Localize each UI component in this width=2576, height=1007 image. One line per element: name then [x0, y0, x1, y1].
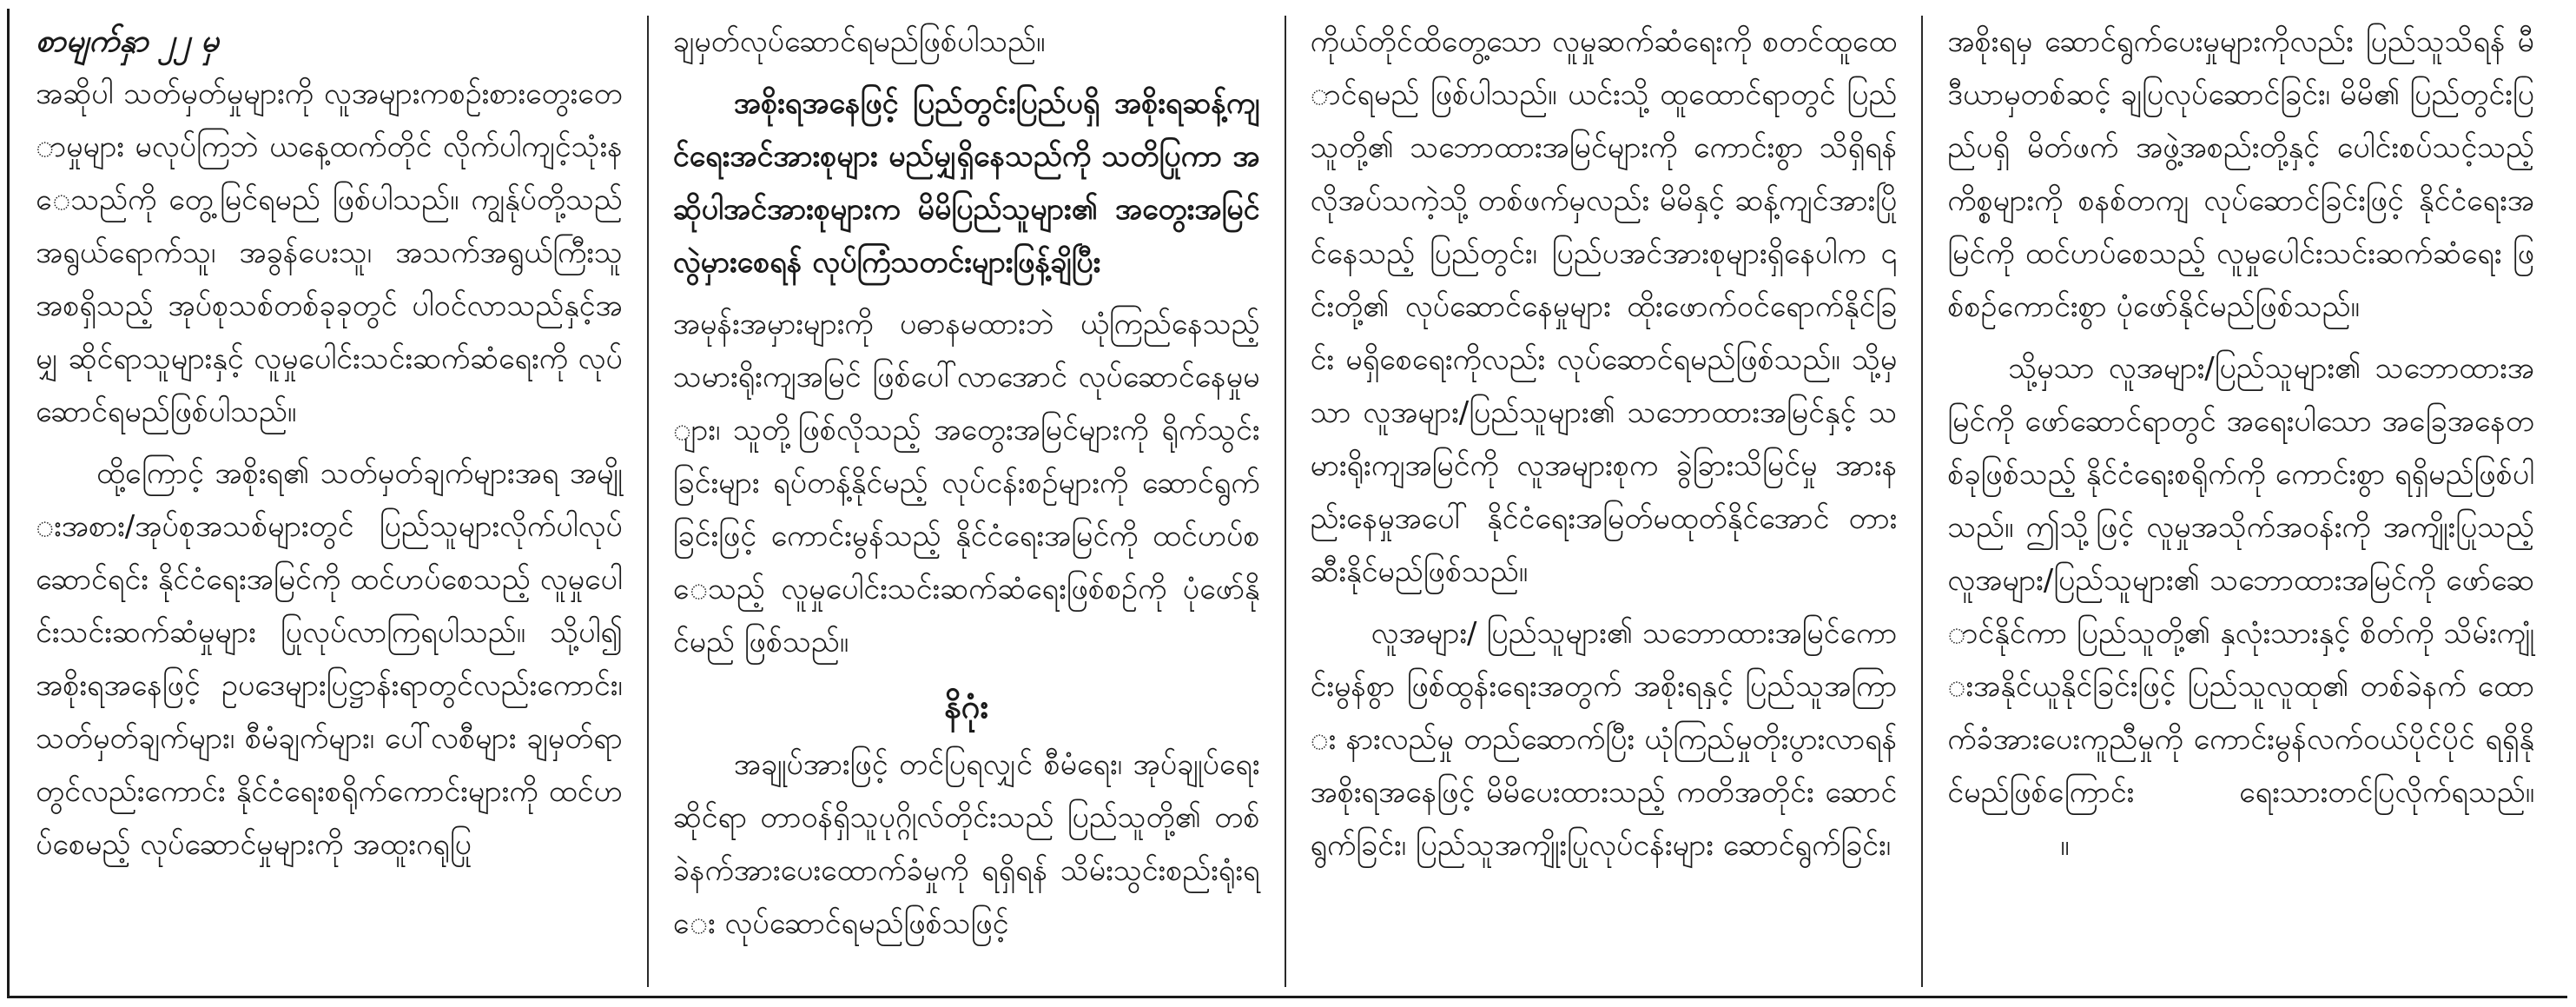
paragraph-text: ထို့ကြောင့် အစိုးရ၏ သတ်မှတ်ချက်များအရ အမျိုးအစား/အုပ်စုအသစ်များတွင် ပြည်သူများလိုက်ပါလုပ်ဆောင်ရင်း နိုင်ငံရေးအမြင်ကို ထင်ဟပ်စေသည့် လူမှုပေါင်းသင်းဆက်ဆံမှုများ ပြုလုပ်လာကြရပါသည်။ သို့ပါ၍ အစိုးရအနေဖြင့် ဥပဒေများပြဋ္ဌာန်းရာတွင်လည်းကောင်း၊ သတ်မှတ်ချက်များ၊ စီမံချက်များ၊ ပေါ်လစီများ ချမှတ်ရာတွင်လည်းကောင်း နိုင်ငံရေးစရိုက်ကောင်းများကို ထင်ဟပ်စေမည့် လုပ်ဆောင်မှုများကို အထူးဂရုပြု [36, 456, 623, 862]
continued-from-label: စာမျက်နှာ ၂၂ မှ [36, 23, 219, 59]
article-paragraph [673, 77, 1260, 289]
column-4 [1921, 16, 2559, 987]
column-3 [1285, 16, 1922, 987]
newspaper-page [7, 9, 2567, 998]
article-paragraph [36, 447, 623, 871]
article-paragraph [36, 68, 623, 439]
paragraph-text: သို့မှသာ လူအများ/ပြည်သူများ၏ သဘောထားအမြင်ကို ဖော်ဆောင်ရာတွင် အရေးပါသော အခြေအနေတစ်ခုဖြစ်သည့် နိုင်ငံရေးစရိုက်ကို ကောင်းစွာ ရရှိမည်ဖြစ်ပါသည်။ ဤသို့ဖြင့် လူမှုအသိုက်အဝန်းကို အကျိုးပြုသည့် လူအများ/ပြည်သူများ၏ သဘောထားအမြင်ကို ဖော်ဆောင်နိုင်ကာ ပြည်သူတို့၏ နှလုံးသားနှင့် စိတ်ကို သိမ်းကျုံးအနိုင်ယူနိုင်ခြင်းဖြင့် ပြည်သူလူထု၏ တစ်ခဲနက် ထောက်ခံအားပေးကူညီမှုကို ကောင်းမွန်လက်ဝယ်ပိုင်ပိုင် ရရှိနိုင်မည်ဖြစ်ကြောင်း ရေးသားတင်ပြလိုက်ရသည်။ [1947, 351, 2534, 810]
paragraph-text: အဆိုပါ သတ်မှတ်မှုများကို လူအများကစဉ်းစားတွေးတောမှုများ မလုပ်ကြဘဲ ယနေ့ထက်တိုင် လိုက်ပါကျင့်သုံးနေသည်ကို တွေ့မြင်ရမည် ဖြစ်ပါသည်။ ကျွန်ုပ်တို့သည် အရွယ်ရောက်သူ၊ အခွန်ပေးသူ၊ အသက်အရွယ်ကြီးသူ အစရှိသည့် အုပ်စုသစ်တစ်ခုခုတွင် ပါဝင်လာသည်နှင့်အမျှ ဆိုင်ရာသူများနှင့် လူမှုပေါင်းသင်းဆက်ဆံရေးကို လုပ်ဆောင်ရမည်ဖြစ်ပါသည်။ [36, 76, 623, 429]
paragraph-text: အစိုးရအနေဖြင့် ပြည်တွင်းပြည်ပရှိ အစိုးရဆန့်ကျင်ရေးအင်အားစုများ မည်မျှရှိနေသည်ကို သတိပြုကာ အဆိုပါအင်အားစုများက မိမိပြည်သူများ၏ အတွေးအမြင်လွဲမှားစေရန် လုပ်ကြံသတင်းများဖြန့်ချိပြီး [672, 86, 1260, 280]
article-columns [27, 16, 2559, 987]
section-heading: နိဂုံး [944, 687, 989, 725]
paragraph-text: ကိုယ်တိုင်ထိတွေ့သော လူမှုဆက်ဆံရေးကို စတင်ထူထောင်ရမည် ဖြစ်ပါသည်။ ယင်းသို့ ထူထောင်ရာတွင် ပြည်သူတို့၏ သဘောထားအမြင်များကို ကောင်းစွာ သိရှိရန် လိုအပ်သကဲ့သို့ တစ်ဖက်မှလည်း မိမိနှင့် ဆန့်ကျင်အားပြိုင်နေသည့် ပြည်တွင်း၊ ပြည်ပအင်အားစုများရှိနေပါက ၎င်းတို့၏ လုပ်ဆောင်နေမှုများ ထိုးဖောက်ဝင်ရောက်နိုင်ခြင်း မရှိစေရေးကိုလည်း လုပ်ဆောင်ရမည်ဖြစ်သည်။ သို့မှသာ လူအများ/ပြည်သူများ၏ သဘောထားအမြင်နှင့် သမားရိုးကျအမြင်ကို လူအများစုက ခွဲခြားသိမြင်မှု အားနည်းနေမှုအပေါ် နိုင်ငံရေးအမြတ်မထုတ်နိုင်အောင် တားဆီးနိုင်မည်ဖြစ်သည်။ [1310, 24, 1898, 589]
article-paragraph [1311, 607, 1898, 872]
paragraph-text: အမုန်းအမှားများကို ပဓာနမထားဘဲ ယုံကြည်နေသည့် သမားရိုးကျအမြင် ဖြစ်ပေါ်လာအောင် လုပ်ဆောင်နေမှုများ၊ သူတို့ဖြစ်လိုသည့် အတွေးအမြင်များကို ရိုက်သွင်းခြင်းများ ရပ်တန့်နိုင်မည့် လုပ်ငန်းစဉ်များကို ဆောင်ရွက်ခြင်းဖြင့် ကောင်းမွန်သည့် နိုင်ငံရေးအမြင်ကို ထင်ဟပ်စေသည့် လူမှုပေါင်းသင်းဆက်ဆံရေးဖြစ်စဉ်ကို ပုံဖော်နိုင်မည် ဖြစ်သည်။ [672, 307, 1260, 659]
article-end-mark: ။ [2060, 828, 2070, 863]
paragraph-text: ချမှတ်လုပ်ဆောင်ရမည်ဖြစ်ပါသည်။ [672, 24, 1046, 59]
paragraph-text: အချုပ်အားဖြင့် တင်ပြရလျှင် စီမံရေး၊ အုပ်ချုပ်ရေးဆိုင်ရာ တာဝန်ရှိသူပုဂ္ဂိုလ်တိုင်းသည် ပြည်သူတို့၏ တစ်ခဲနက်အားပေးထောက်ခံမှုကို ရရှိရန် သိမ်းသွင်းစည်းရုံးရေး လုပ်ဆောင်ရမည်ဖြစ်သဖြင့် [672, 747, 1260, 941]
article-paragraph [1311, 16, 1898, 599]
paragraph-text: လူအများ/ ပြည်သူများ၏ သဘောထားအမြင်ကောင်းမွန်စွာ ဖြစ်ထွန်းရေးအတွက် အစိုးရနှင့် ပြည်သူအကြား နားလည်မှု တည်ဆောက်ပြီး ယုံကြည်မှုတိုးပွားလာရန် အစိုးရအနေဖြင့် မိမိပေးထားသည့် ကတိအတိုင်း ဆောင်ရွက်ခြင်း၊ ပြည်သူအကျိုးပြုလုပ်ငန်းများ ဆောင်ရွက်ခြင်း၊ [1310, 616, 1898, 863]
column-1 [27, 16, 647, 987]
paragraph-text: အစိုးရမှ ဆောင်ရွက်ပေးမှုများကိုလည်း ပြည်သူသိရန် မီဒီယာမှတစ်ဆင့် ချပြလုပ်ဆောင်ခြင်း၊ မိမိ၏ ပြည်တွင်းပြည်ပရှိ မိတ်ဖက် အဖွဲ့အစည်းတို့နှင့် ပေါင်းစပ်သင့်သည့်ကိစ္စများကို စနစ်တကျ လုပ်ဆောင်ခြင်းဖြင့် နိုင်ငံရေးအမြင်ကို ထင်ဟပ်စေသည့် လူမှုပေါင်းသင်းဆက်ဆံရေး ဖြစ်စဉ်ကောင်းစွာ ပုံဖော်နိုင်မည်ဖြစ်သည်။ [1947, 24, 2534, 324]
article-paragraph [1947, 342, 2534, 872]
article-paragraph [673, 16, 1260, 69]
article-paragraph [1947, 16, 2534, 334]
article-paragraph [673, 298, 1260, 669]
article-paragraph [673, 739, 1260, 951]
column-2 [647, 16, 1285, 987]
